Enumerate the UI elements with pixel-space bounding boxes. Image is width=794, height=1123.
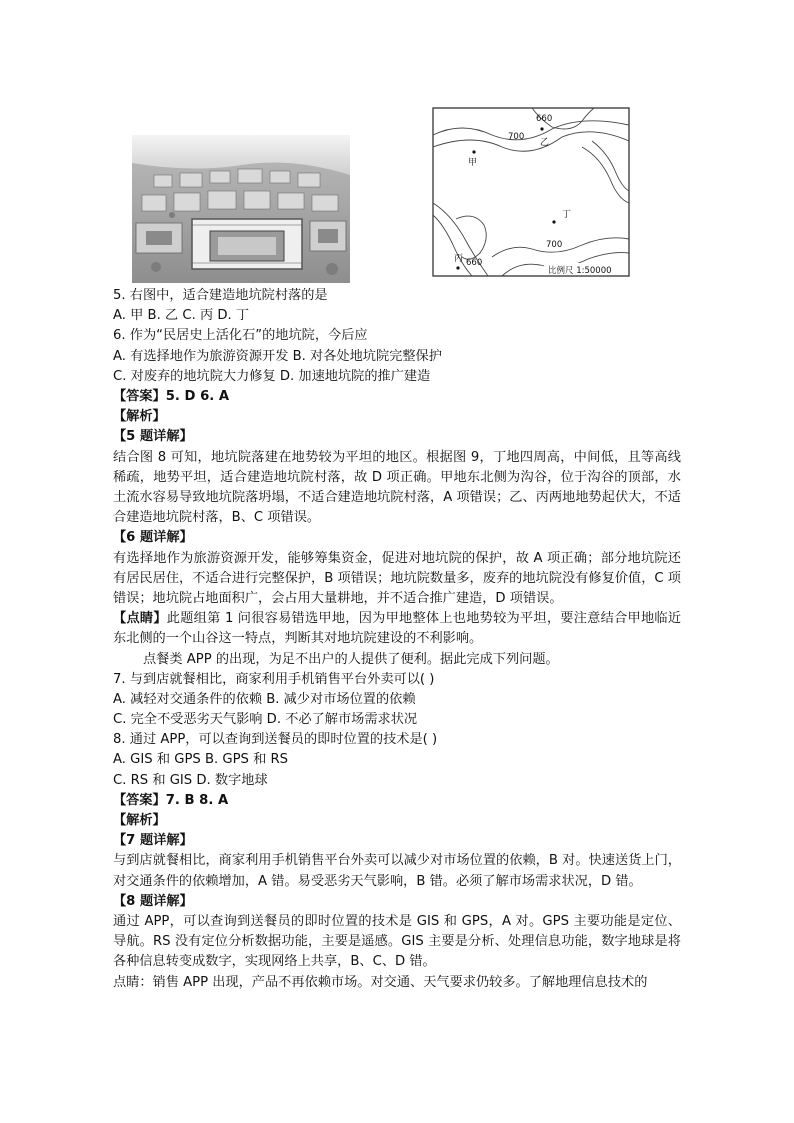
- section-heading: 【答案】7. B 8. A: [113, 792, 229, 808]
- paragraph: 【点睛】此题组第 1 问很容易错选甲地，因为甲地整体上也地势较为平坦，要注意结合甲地临近东北侧的一个山谷这一特点，判断其对地坑院建设的不利影响。: [113, 611, 682, 647]
- paragraph: 有选择地作为旅游资源开发，能够筹集资金，促进对地坑院的保护，故 A 项正确；部分地坑院还有居民居住，不适合进行完整保护，B 项错误；地坑院数量多，废弃的地坑院没有修复价值，C 项错误；地坑院占地面积广，会占用大量耕地，并不适合推广建造，D 项错误。: [113, 550, 681, 606]
- contour-label-660-top: 660: [536, 114, 553, 124]
- place-bing: 丙: [454, 254, 464, 264]
- section-heading: 【8 题详解】: [113, 893, 193, 909]
- text-line: A. 减轻对交通条件的依赖 B. 减少对市场位置的依赖: [113, 691, 416, 707]
- text-line: A. 甲 B. 乙 C. 丙 D. 丁: [113, 308, 250, 324]
- contour-label-660-bottom: 660: [466, 258, 483, 268]
- text-line: A. 有选择地作为旅游资源开发 B. 对各处地坑院完整保护: [113, 348, 442, 364]
- remark-label: 【点睛】: [113, 611, 167, 627]
- contour-map: [432, 107, 630, 277]
- paragraph: 与到店就餐相比，商家利用手机销售平台外卖可以减少对市场位置的依赖，B 对。快速送货上门，对交通条件的依赖增加，A 错。易受恶劣天气影响，B 错。必须了解市场需求状况，D 错。: [113, 853, 681, 889]
- section-heading: 【解析】: [113, 813, 166, 829]
- paragraph: 结合图 8 可知，地坑院落建在地势较为平坦的地区。根据图 9，丁地四周高，中间低，且等高线稀疏，地势平坦，适合建造地坑院村落，故 D 项正确。甲地东北侧为沟谷，位于沟谷的顶部，水土流水容易导致地坑院落坍塌，不适合建造地坑院村落，A 项错误；乙、丙两地地势起伏大，不适合建造地坑院村落，B、C 项错误。: [113, 449, 681, 526]
- section-heading: 【7 题详解】: [113, 833, 193, 849]
- text-line: C. RS 和 GIS D. 数字地球: [113, 772, 268, 788]
- paragraph: 通过 APP，可以查询到送餐员的即时位置的技术是 GIS 和 GPS，A 对。GPS 主要功能是定位、导航。RS 没有定位分析数据功能，主要是遥感。GIS 主要是分析、处理信息功能，数字地球是将各种信息转变成数字，实现网络上共享，B、C、D 错。: [113, 913, 681, 970]
- text-line: 6. 作为“民居史上活化石”的地坑院，今后应: [113, 328, 368, 344]
- text-line: 点餐类 APP 的出现，为足不出户的人提供了便利。据此完成下列问题。: [143, 651, 559, 667]
- text-line: 8. 通过 APP，可以查询到送餐员的即时位置的技术是( ): [113, 732, 438, 748]
- section-heading: 【解析】: [113, 409, 166, 425]
- section-heading: 【5 题详解】: [113, 429, 193, 445]
- map-scale: 比例尺 1:50000: [548, 266, 612, 276]
- place-yi: 乙: [540, 138, 550, 148]
- text-line: 7. 与到店就餐相比，商家利用手机销售平台外卖可以( ): [113, 671, 435, 687]
- question-text: [113, 286, 681, 993]
- text-line: C. 完全不受恶劣天气影响 D. 不必了解市场需求状况: [113, 712, 418, 728]
- text-line: 5. 右图中，适合建造地坑院村落的是: [113, 288, 328, 303]
- text-line: C. 对废弃的地坑院大力修复 D. 加速地坑院的推广建造: [113, 368, 431, 384]
- section-heading: 【6 题详解】: [113, 530, 193, 546]
- contour-label-700-top: 700: [508, 132, 525, 142]
- section-heading: 【答案】5. D 6. A: [113, 388, 230, 404]
- paragraph: 点睛：销售 APP 出现，产品不再依赖市场。对交通、天气要求仍较多。了解地理信息技术的: [113, 974, 648, 990]
- text-line: A. GIS 和 GPS B. GPS 和 RS: [113, 752, 289, 768]
- place-jia: 甲: [468, 158, 478, 168]
- village-aerial-photo: [132, 135, 350, 283]
- contour-label-700-bottom: 700: [546, 240, 563, 250]
- place-ding: 丁: [562, 210, 572, 220]
